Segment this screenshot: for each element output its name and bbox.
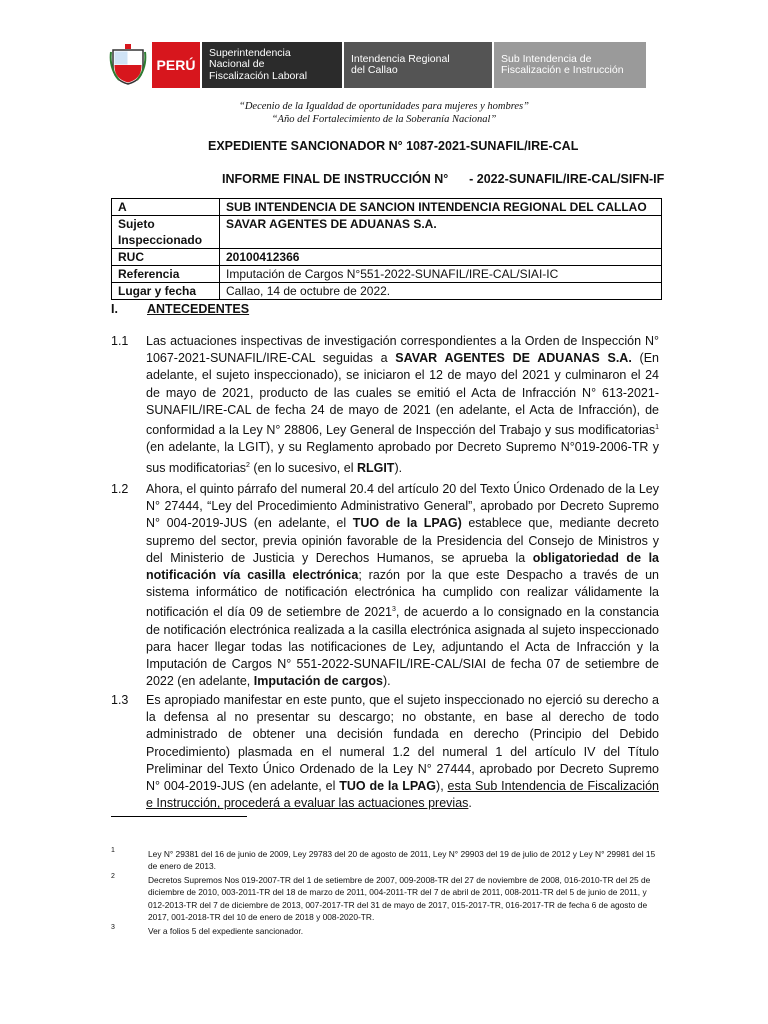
info-key: Referencia [112, 266, 220, 283]
footnote-mark: 2 [111, 873, 115, 880]
header-block2-line: del Callao [351, 64, 398, 76]
footnote-text: Ver a folios 5 del expediente sancionador. [148, 926, 304, 936]
info-table [111, 198, 662, 300]
info-row [112, 199, 662, 216]
footnote-mark: 1 [111, 847, 115, 854]
institution-header [106, 42, 646, 88]
info-key: Sujeto Inspeccionado [112, 216, 220, 249]
motto-line: “Año del Fortalecimiento de la Soberanía Nacional” [271, 114, 497, 125]
info-key: RUC [112, 249, 220, 266]
paragraph-text [146, 333, 659, 477]
footnote [111, 925, 659, 937]
section-label: ANTECEDENTES [147, 302, 250, 316]
text-run: Es apropiado manifestar en este punto, que el sujeto inspeccionado no ejerció su derecho a la defensa al no presentar su descargo; no obstante, en base al derecho de todo administrado de obtener una decisión fundada en derecho (Principio del Debido Procedimiento) plasmada en el numeral 1.2 del numeral 1 del artículo IV del Título Preliminar del Texto Único Ordenado de la Ley N° 27444, aprobado por Decreto Supremo N° 004-2019-JUS (en adelante, el [146, 693, 659, 794]
text-run-bold: obligatoriedad de la notificación vía casilla electrónica [146, 550, 659, 583]
text-run: , de acuerdo a lo consignado en la constancia de notificación electrónica realizada a la casilla electrónica asignada al sujeto inspeccionado para hacer llegar todas las notificaciones de Ley, adjuntando el Acta de Infracción y la Imputación de Cargos N° 551-2022-SUNAFIL/IRE-CAL/SIAI de fecha 07 de setiembre de 2022 (en adelante, [146, 605, 659, 689]
info-value: SUB INTENDENCIA DE SANCION INTENDENCIA REGIONAL DEL CALLAO [220, 199, 662, 216]
text-run-bold: SAVAR AGENTES DE ADUANAS S.A. [395, 351, 632, 366]
footnote [111, 874, 659, 924]
text-run: Ahora, el quinto párrafo del numeral 20.4 del artículo 20 del Texto Único Ordenado de la Ley N° 27444, “Ley del Procedimiento Administrativo General”, aprobado por Decreto Supremo N° 004-2019-JUS (en adelante, el [146, 482, 659, 531]
info-key: A [112, 199, 220, 216]
footnote-mark: 3 [111, 924, 115, 931]
footnote [111, 848, 659, 873]
info-row [112, 283, 662, 300]
motto-line: “Decenio de la Igualdad de oportunidades para mujeres y hombres” [239, 101, 529, 112]
info-value: Imputación de Cargos N°551-2022-SUNAFIL/IRE-CAL/SIAI-IC [220, 266, 662, 283]
text-run: ). [394, 460, 403, 475]
text-run: . [468, 796, 472, 811]
peru-badge: PERÚ [152, 42, 200, 88]
informe-title: INFORME FINAL DE INSTRUCCIÓN N° - 2022-SUNAFIL/IRE-CAL/SIFN-IF [222, 172, 665, 186]
text-run-bold: TUO de la LPAG [339, 779, 437, 794]
info-row [112, 249, 662, 266]
footnote-divider [111, 816, 247, 817]
footnote-ref: 1 [655, 424, 659, 432]
text-run: (En adelante, el sujeto inspeccionado), se iniciaron el 12 de mayo del 2021 y culminaron el 24 de mayo de 2021, producto de las cuales se emitió el Acta de Infracción N° 613-2021-SUNAFIL/IRE-CAL de fecha 24 de mayo de 2021 (en adelante, el Acta de Infracción), de conformidad a la Ley N° 28806, Ley General de Inspección del Trabajo y sus modificatorias [146, 351, 659, 438]
paragraph-text [146, 692, 659, 812]
text-run: (en adelante, la LGIT), y su Reglamento aprobado por Decreto Supremo N°019-2006-TR y sus modificatorias [146, 440, 659, 475]
text-run-bold: TUO de la LPAG) [352, 516, 462, 531]
info-row [112, 266, 662, 283]
coat-of-arms-icon [106, 42, 150, 88]
footnote-text: Decretos Supremos Nos 019-2007-TR del 1 de setiembre de 2007, 009-2008-TR del 27 de noviembre de 2008, 016-2010-TR del 25 de diciembre de 2010, 003-2011-TR del 18 de marzo de 2011, 004-2011-TR del 7 de abril de 2011, 008-2011-TR del 5 de junio de 2011, y 012-2013-TR del 7 de diciembre de 2013, 007-2017-TR del 31 de mayo de 2017, 015-2017-TR, 016-2017-TR de fecha 6 de agosto de 2017, 001-2018-TR del 10 de enero de 2018 y 008-2020-TR. [148, 875, 651, 923]
section-number: I. [111, 302, 118, 316]
text-run: ). [382, 674, 391, 689]
info-row [112, 216, 662, 249]
header-block-intendencia [344, 42, 492, 88]
section-heading [111, 302, 249, 316]
paragraph-1-3 [111, 692, 659, 812]
footnote-text: Ley N° 29381 del 16 de junio de 2009, Ley 29783 del 20 de agosto de 2011, Ley N° 29903 del 19 de julio de 2012 y Ley N° 29981 del 15 de enero de 2013. [148, 849, 656, 872]
info-value: SAVAR AGENTES DE ADUANAS S.A. [220, 216, 662, 249]
paragraph-number: 1.3 [111, 693, 129, 707]
text-run: ), [436, 779, 448, 794]
footnote-ref: 3 [392, 606, 396, 614]
header-block3-line: Sub Intendencia de [501, 52, 592, 65]
text-run-bold: Imputación de cargos [253, 674, 383, 689]
header-block1-line: Fiscalización Laboral [209, 69, 308, 82]
text-run: ; razón por la que este Despacho a través de un sistema informático de notificación electrónica ha cumplido con realizar válidamente la notificación el día 09 de setiembre de 2021 [146, 568, 659, 620]
text-run-bold: RLGIT [356, 460, 395, 475]
header-block1-line: Superintendencia [209, 46, 291, 59]
header-block-sunafil [202, 42, 342, 88]
header-block2-line: Intendencia Regional [351, 52, 450, 65]
header-block3-line: Fiscalización e Instrucción [501, 64, 624, 76]
footnote-ref: 2 [246, 461, 250, 469]
header-block1-line: Nacional de [209, 58, 265, 71]
text-run: (en lo sucesivo, el [249, 460, 357, 475]
paragraph-1-2 [111, 481, 659, 691]
info-value: Callao, 14 de octubre de 2022. [220, 283, 662, 300]
paragraph-number: 1.1 [111, 334, 129, 348]
header-block-subintendencia [494, 42, 646, 88]
text-run: Las actuaciones inspectivas de investigación correspondientes a la Orden de Inspección N° 1067-2021-SUNAFIL/IRE-CAL seguidas a [146, 334, 659, 366]
expediente-title: EXPEDIENTE SANCIONADOR N° 1087-2021-SUNAFIL/IRE-CAL [208, 139, 579, 153]
info-value: 20100412366 [220, 249, 662, 266]
text-run-underlined: esta Sub Intendencia de Fiscalización e Instrucción, procederá a evaluar las actuaciones previas [146, 779, 659, 811]
paragraph-number: 1.2 [111, 482, 129, 496]
paragraph-text [146, 481, 659, 691]
info-key: Lugar y fecha [112, 283, 220, 300]
text-run: establece que, mediante decreto supremo del sector, previa opinión favorable de la Presidencia del Consejo de Ministros y del Ministerio de Justicia y Derechos Humanos, se aprueba la [146, 516, 659, 565]
paragraph-1-1 [111, 333, 659, 477]
